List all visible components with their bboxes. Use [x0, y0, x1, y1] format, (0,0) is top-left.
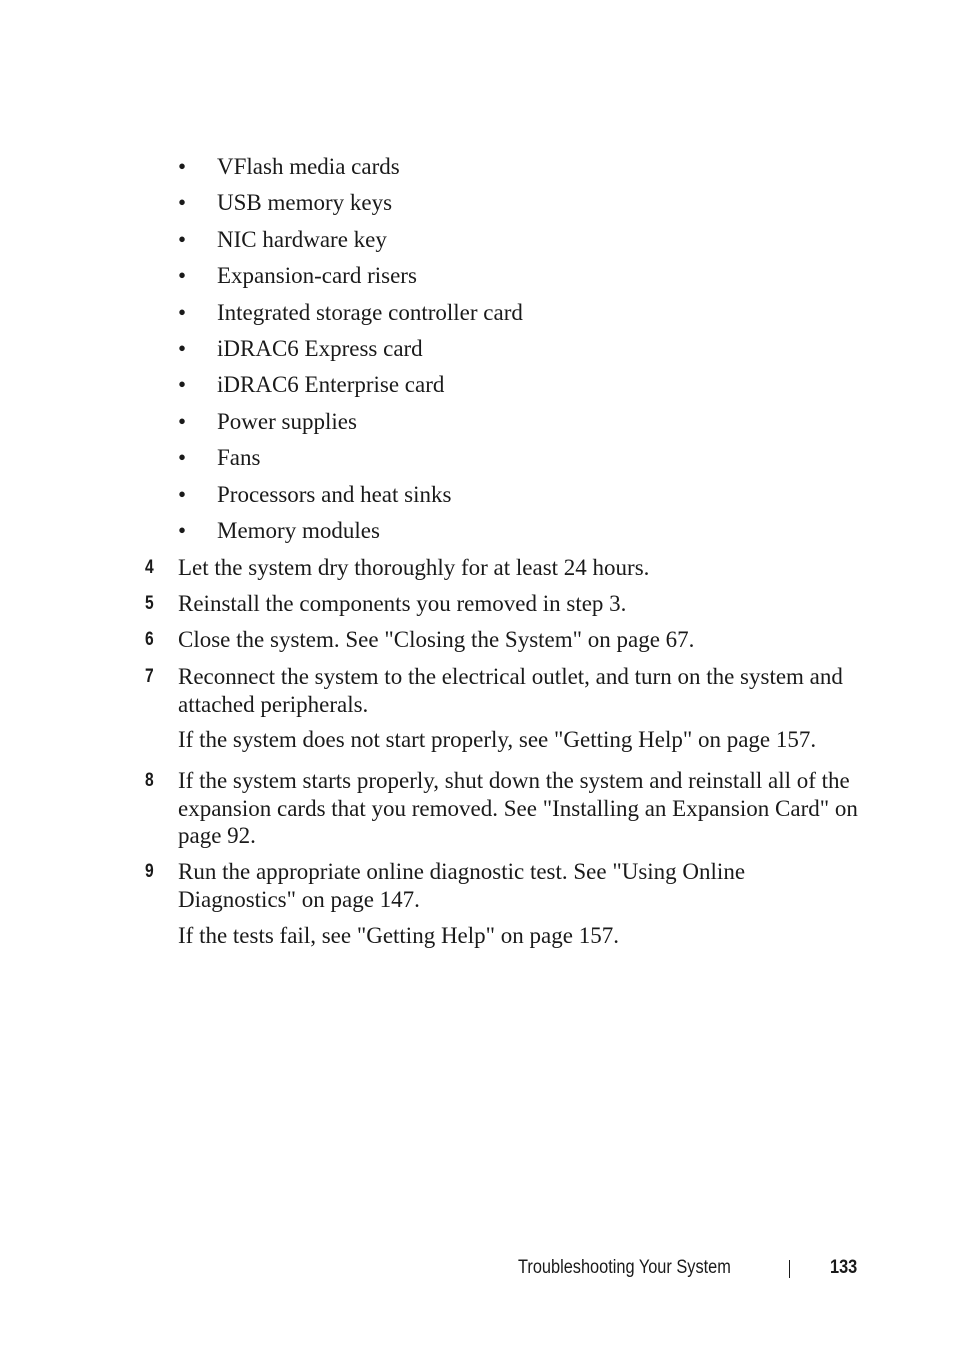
bullet-text: VFlash media cards [217, 154, 400, 179]
bullet-text: NIC hardware key [217, 226, 387, 252]
step-text: Reconnect the system to the electrical outlet, and turn on the system and attached peripherals. [178, 664, 843, 717]
bullet-text: Processors and heat sinks [217, 481, 452, 507]
step-9-note: If the tests fail, see "Getting Help" on page 157. [178, 923, 619, 948]
bullet-marker: • [178, 263, 187, 289]
step-number: 5 [145, 593, 154, 614]
page-number: 133 [830, 1257, 858, 1278]
bullet-text: Power supplies [217, 408, 357, 434]
bullet-text: Integrated storage controller card [217, 299, 523, 325]
bullet-marker: • [178, 517, 187, 543]
bullet-text: iDRAC6 Express card [217, 335, 423, 361]
bullet-text: Fans [217, 445, 261, 471]
step-number: 8 [145, 770, 154, 791]
step-7-note: If the system does not start properly, see "Getting Help" on page 157. [178, 727, 817, 752]
step-text: Let the system dry thoroughly for at least 24 hours. [178, 555, 650, 580]
bullet-text: iDRAC6 Enterprise card [217, 372, 445, 398]
bullet-text: Expansion-card risers [217, 263, 417, 289]
bullet-marker: • [178, 335, 187, 361]
step-text: Close the system. See "Closing the System" on page 67. [178, 627, 695, 652]
bullet-marker: • [178, 481, 187, 507]
bullet-text: USB memory keys [217, 190, 393, 216]
step-number: 7 [145, 666, 154, 687]
bullet-text: Memory modules [217, 517, 380, 543]
bullet-marker: • [178, 445, 187, 471]
footer-section-title: Troubleshooting Your System [518, 1257, 731, 1278]
step-number: 4 [145, 557, 154, 578]
bullet-marker: • [178, 154, 187, 179]
step-text: If the system starts properly, shut down the system and reinstall all of the expansion cards that you removed. See "Installing an Expansion Card" on page 92. [178, 768, 858, 848]
step-text: Run the appropriate online diagnostic test. See "Using Online Diagnostics" on page 147. [178, 859, 746, 912]
bullet-marker: • [178, 299, 187, 325]
footer-divider [789, 1260, 790, 1278]
step-text: Reinstall the components you removed in step 3. [178, 591, 627, 616]
step-number: 9 [145, 861, 154, 882]
bullet-marker: • [178, 408, 187, 434]
bullet-marker: • [178, 372, 187, 398]
step-number: 6 [145, 629, 154, 650]
bullet-marker: • [178, 226, 187, 252]
bullet-marker: • [178, 190, 187, 216]
